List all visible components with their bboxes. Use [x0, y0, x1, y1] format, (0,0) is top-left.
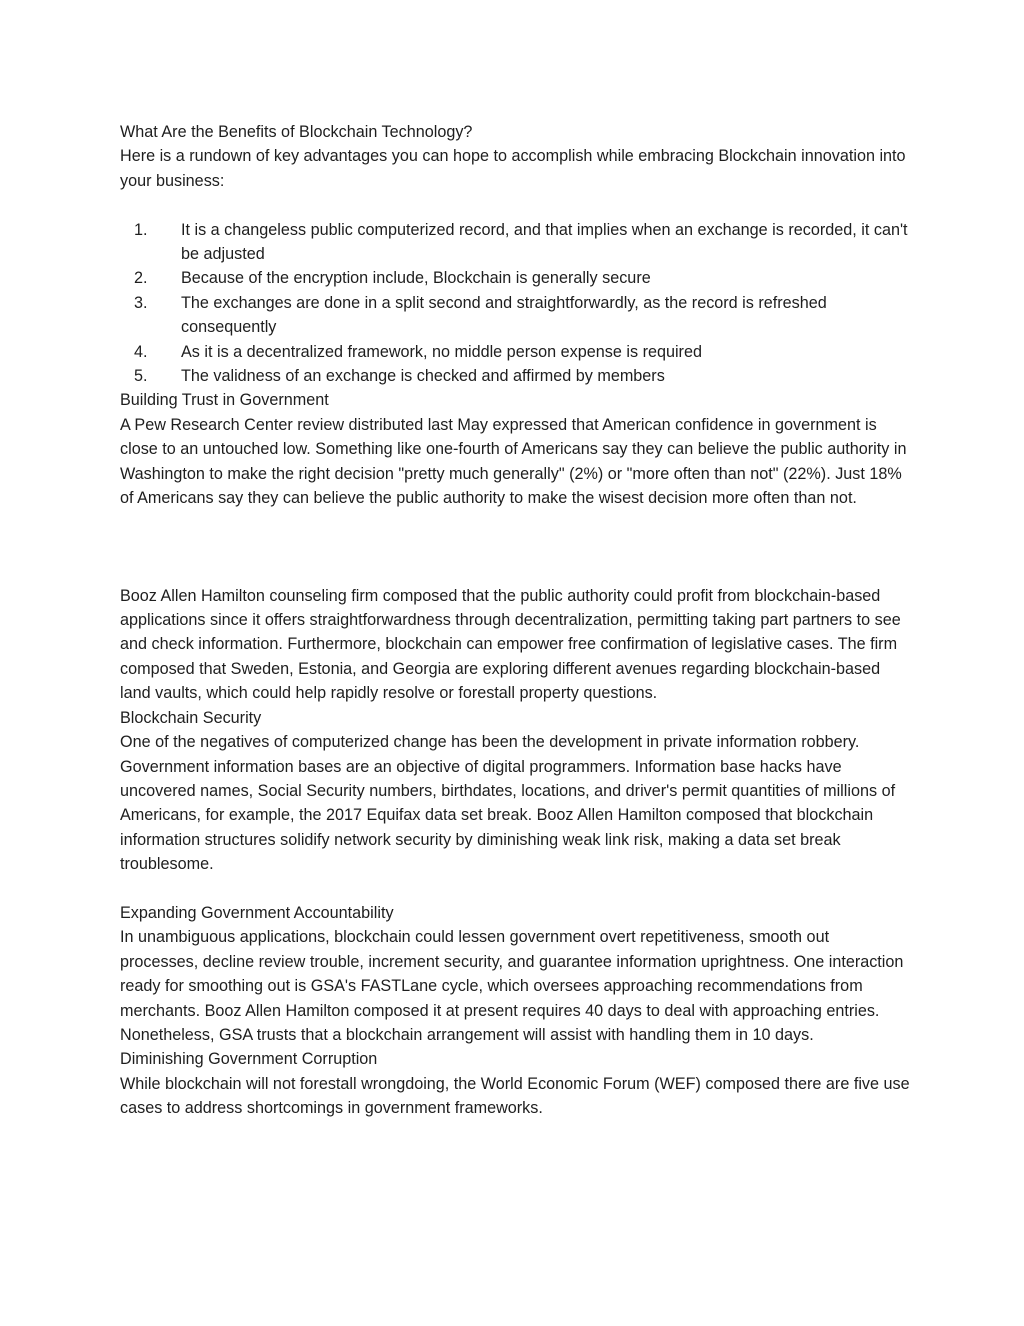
heading-building-trust: Building Trust in Government [120, 391, 329, 410]
list-item [120, 364, 910, 388]
paragraph-booz-allen: Booz Allen Hamilton counseling firm composed that the public authority could profit from blockchain-based applications since it offers straightforwardness through decentralization, permitting taking part partners to see and check information. Furthermore, blockchain can empower free confirmation of legislative cases. The firm composed that Sweden, Estonia, and Georgia are exploring different avenues regarding blockchain-based land vaults, which could help rapidly resolve or forestall property questions. [120, 586, 901, 703]
spacer [120, 193, 910, 217]
list-item [120, 340, 910, 364]
list-item-text: The validness of an exchange is checked and affirmed by members [181, 367, 665, 386]
paragraph-corruption: While blockchain will not forestall wrongdoing, the World Economic Forum (WEF) composed there are five use cases to address shortcomings in government frameworks. [120, 1074, 910, 1118]
document-body [120, 120, 910, 1121]
list-item-number: 4. [134, 342, 148, 361]
list-item-number: 2. [134, 269, 148, 288]
spacer [120, 877, 910, 901]
list-item-text: Because of the encryption include, Blockchain is generally secure [181, 269, 651, 288]
spacer [120, 510, 910, 583]
paragraph-pew-research: A Pew Research Center review distributed last May expressed that American confidence in government is close to an untouched low. Something like one-fourth of Americans say they can believe the public authority in Washington to make the right decision "pretty much generally" (2%) or "more often than not" (22%). Just 18% of Americans say they can believe the public authority to make the wisest decision more often than not. [120, 415, 907, 508]
section-title-benefits: What Are the Benefits of Blockchain Technology? [120, 123, 473, 141]
benefits-list [120, 218, 910, 389]
list-item-text: The exchanges are done in a split second and straightforwardly, as the record is refreshed consequently [181, 293, 827, 337]
intro-paragraph: Here is a rundown of key advantages you can hope to accomplish while embracing Blockchain innovation into your business: [120, 147, 906, 190]
heading-accountability: Expanding Government Accountability [120, 903, 394, 922]
list-item-number: 1. [134, 220, 148, 239]
list-item-number: 3. [134, 293, 148, 312]
list-item [120, 266, 910, 290]
heading-corruption: Diminishing Government Corruption [120, 1050, 378, 1069]
heading-blockchain-security: Blockchain Security [120, 708, 262, 727]
list-item-number: 5. [134, 367, 148, 386]
paragraph-accountability: In unambiguous applications, blockchain could lessen government overt repetitiveness, smooth out processes, decline review trouble, increment security, and guarantee information uprightness. One interaction ready for smoothing out is GSA's FASTLane cycle, which oversees approaching recommendations from merchants. Booz Allen Hamilton composed it at present requires 40 days to deal with approaching entries. Nonetheless, GSA trusts that a blockchain arrangement will assist with handling them in 10 days. [120, 928, 904, 1044]
list-item-text: As it is a decentralized framework, no middle person expense is required [181, 342, 702, 361]
list-item [120, 291, 910, 340]
paragraph-security: One of the negatives of computerized change has been the development in private information robbery. Government information bases are an objective of digital programmers. Information base hacks have uncovered names, Social Security numbers, birthdates, locations, and driver's permit quantities of millions of Americans, for example, the 2017 Equifax data set break. Booz Allen Hamilton composed that blockchain information structures solidify network security by diminishing weak link risk, making a data set break troublesome. [120, 733, 896, 874]
list-item [120, 218, 910, 267]
list-item-text: It is a changeless public computerized record, and that implies when an exchange is recorded, it can't be adjusted [181, 220, 908, 264]
